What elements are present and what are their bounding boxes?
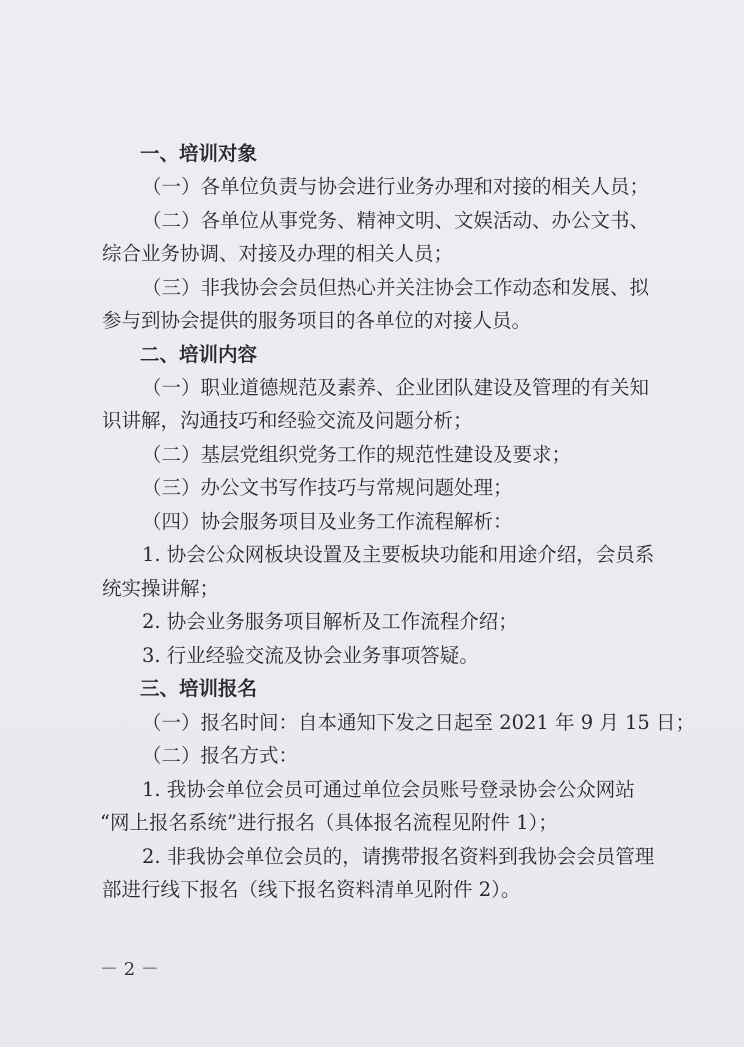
page-number: － 2 － bbox=[100, 959, 159, 980]
paragraph-line: 3. 行业经验交流及协会业务事项答疑。 bbox=[142, 644, 479, 667]
paragraph-line: （三）办公文书写作技巧与常规问题处理； bbox=[142, 476, 513, 499]
paragraph-line: “网上报名系统”进行报名（具体报名流程见附件 1）； bbox=[100, 811, 558, 834]
paragraph-line: 1. 我协会单位会员可通过单位会员账号登录协会公众网站 bbox=[142, 778, 635, 801]
paragraph-line: （二）报名方式： bbox=[142, 744, 299, 767]
paragraph-line: 部进行线下报名（线下报名资料清单见附件 2）。 bbox=[102, 878, 521, 901]
paragraph-line: （一）职业道德规范及素养、企业团队建设及管理的有关知 bbox=[142, 376, 650, 399]
section-heading-1: 一、培训对象 bbox=[140, 142, 258, 165]
paragraph-line: （一）各单位负责与协会进行业务办理和对接的相关人员； bbox=[142, 175, 650, 198]
paragraph-line: （二）各单位从事党务、精神文明、文娱活动、办公文书、 bbox=[142, 209, 650, 232]
section-heading-2: 二、培训内容 bbox=[140, 343, 258, 366]
paragraph-line: 2. 非我协会单位会员的，请携带报名资料到我协会会员管理 bbox=[142, 845, 655, 868]
paragraph-line: 2. 协会业务服务项目解析及工作流程介绍； bbox=[142, 610, 518, 633]
paragraph-line: （四）协会服务项目及业务工作流程解析： bbox=[142, 510, 513, 533]
paragraph-line: 1. 协会公众网板块设置及主要板块功能和用途介绍，会员系 bbox=[142, 543, 655, 566]
paragraph-line: （一）报名时间：自本通知下发之日起至 2021 年 9 月 15 日； bbox=[142, 711, 696, 734]
paragraph-line: 参与到协会提供的服务项目的各单位的对接人员。 bbox=[102, 309, 532, 332]
paragraph-line: （三）非我协会会员但热心并关注协会工作动态和发展、拟 bbox=[142, 276, 650, 299]
paragraph-line: 统实操讲解； bbox=[102, 577, 220, 600]
section-heading-3: 三、培训报名 bbox=[140, 677, 258, 700]
paragraph-line: 识讲解，沟通技巧和经验交流及问题分析； bbox=[102, 409, 473, 432]
paragraph-line: 综合业务协调、对接及办理的相关人员； bbox=[102, 242, 454, 265]
paragraph-line: （二）基层党组织党务工作的规范性建设及要求； bbox=[142, 443, 572, 466]
